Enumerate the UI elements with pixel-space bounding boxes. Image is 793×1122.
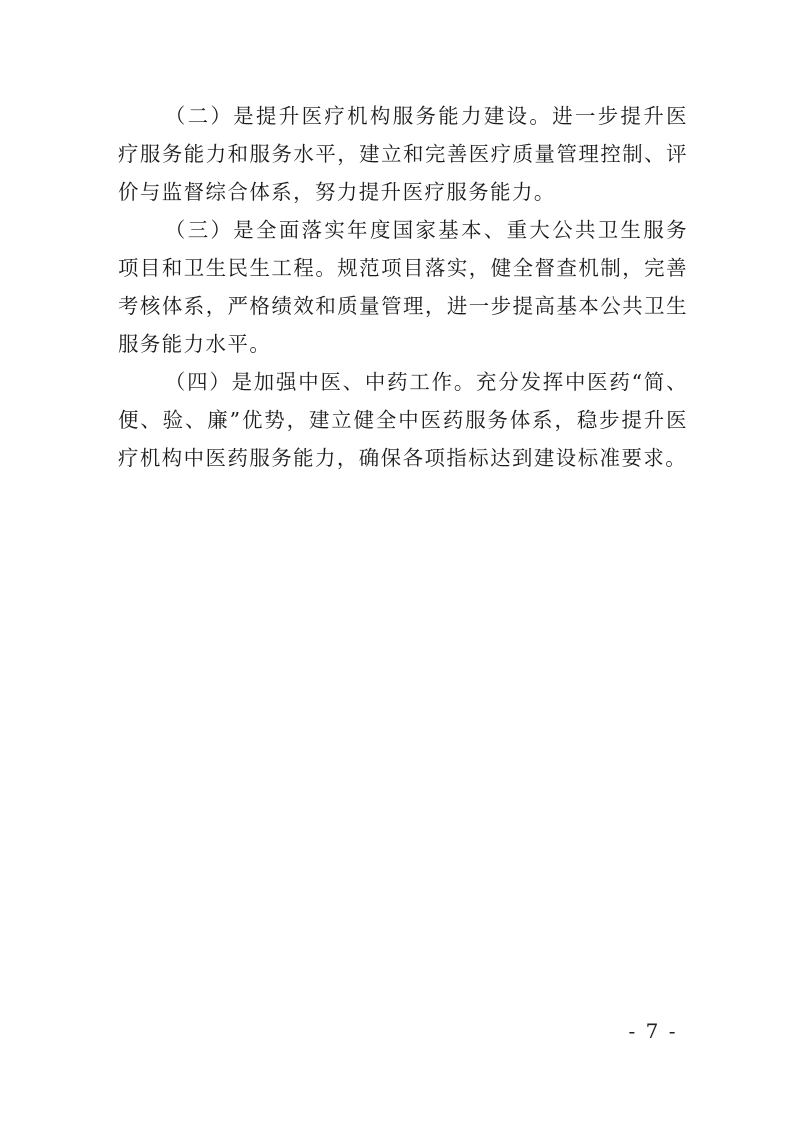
paragraph-public-health-projects: （三）是全面落实年度国家基本、重大公共卫生服务项目和卫生民生工程。规范项目落实，健全督查机制，完善考核体系，严格绩效和质量管理，进一步提高基本公共卫生服务能力水平。 [118, 218, 688, 356]
paragraph-medical-service-capacity: （二）是提升医疗机构服务能力建设。进一步提升医疗服务能力和服务水平，建立和完善医疗质量管理控制、评价与监督综合体系，努力提升医疗服务能力。 [118, 104, 688, 204]
paragraph-traditional-chinese-medicine: （四）是加强中医、中药工作。充分发挥中医药“简、便、验、廉”优势，建立健全中医药服务体系，稳步提升医疗机构中医药服务能力，确保各项指标达到建设标准要求。 [118, 370, 688, 470]
page-number: - 7 - [628, 1019, 678, 1043]
document-body [118, 97, 688, 477]
